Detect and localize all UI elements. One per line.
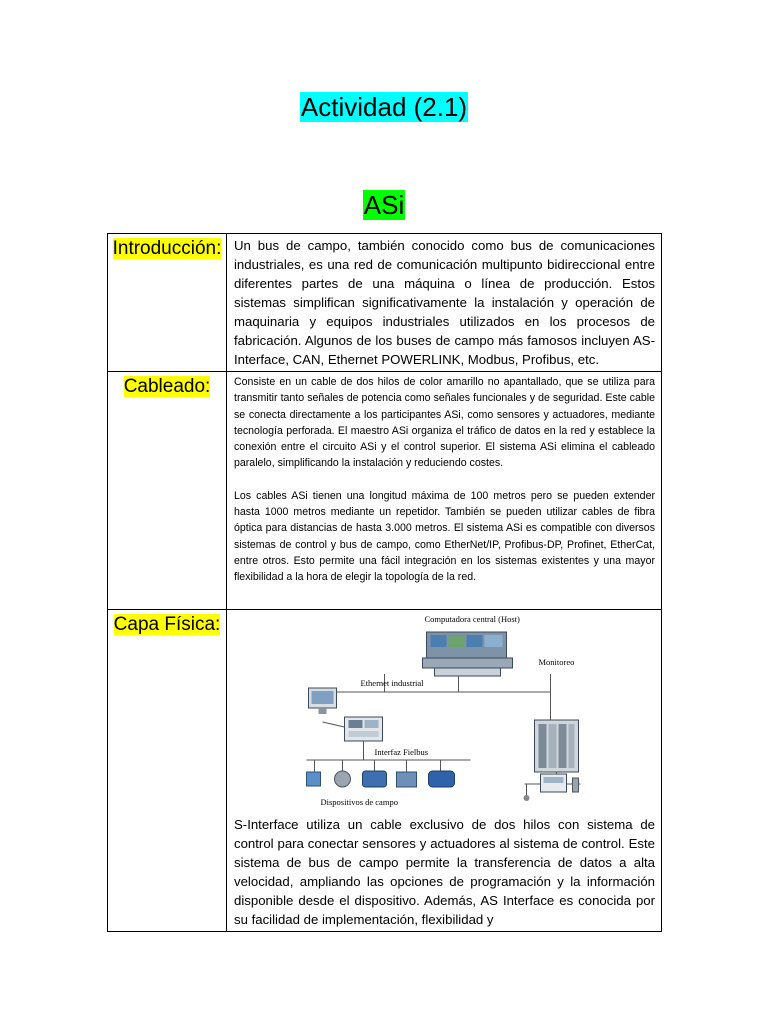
host-computer-icon — [423, 632, 513, 676]
row-label-cell — [108, 234, 227, 372]
monitor-label: Monitoreo — [538, 657, 575, 667]
row-content-cell — [227, 610, 662, 932]
intro-text: Un bus de campo, también conocido como bus de comunicaciones industriales, es una red de comunicación multipunto bidireccional entre diferentes partes de una máquina o línea de producción. Estos sistemas simplifican significativamente la instalación y operación de maquinaria y equipos industriales utilizados en los procesos de fabricación. Algunos de los buses de campo más famosos incluyen AS-Interface, CAN, Ethernet POWERLINK, Modbus, Profibus, etc. — [234, 238, 655, 367]
section-title: ASi — [363, 190, 405, 220]
page-title: Actividad (2.1) — [300, 92, 468, 122]
cableado-paragraph-1: Consiste en un cable de dos hilos de color amarillo no apantallado, que se utiliza para transmitir tanto señales de potencia como señales funcionales y de seguridad. Este cable se conecta directamente a los participantes ASi, como sensores y actuadores, mediante tecnología perforada. El maestro ASi organiza el tráfico de datos en la red y establece la conexión entre el circuito ASi y el control superior. El sistema ASi elimina el cableado paralelo, simplificando la instalación y reduciendo costes. — [234, 376, 655, 470]
cableado-paragraph-2: Los cables ASi tienen una longitud máxima de 100 metros pero se pueden extender hasta 1000 metros mediante un repetidor. También se pueden utilizar cables de fibra óptica para distancias de hasta 3.000 metros. El sistema ASi es compatible con diversos sistemas de control y bus de campo, como EtherNet/IP, Profibus-DP, Profinet, EtherCat, entre otros. Esto permite una fácil integración en los sistemas existentes y una mayor flexibilidad a la hora de elegir la topología de la red. — [234, 489, 655, 584]
ethernet-label: Ethernet industrial — [360, 678, 424, 688]
field-devices-icon — [307, 771, 455, 787]
capa-fisica-text: S-Interface utiliza un cable exclusivo de dos hilos con sistema de control para conectar sensores y actuadores al sistema de control. Este sistema de bus de campo permite la transferencia de datos a alta velocidad, ampliando las opciones de programación y la información disponible desde el dispositivo. Además, AS Interface es conocida por su facilidad de implementación, flexibilidad y — [234, 817, 655, 927]
plc-rack-icon — [535, 720, 579, 772]
workstation-icon — [309, 688, 337, 714]
fieldbus-label: Interfaz Fielbus — [374, 747, 429, 757]
cableado-label: Cableado: — [123, 376, 211, 397]
devices-label: Dispositivos de campo — [320, 797, 398, 807]
host-label: Computadora central (Host) — [424, 614, 520, 624]
row-content-cell — [227, 372, 662, 610]
content-table — [107, 233, 662, 932]
sensor-icon — [524, 774, 579, 801]
table-row — [108, 610, 662, 932]
row-label-cell — [108, 610, 227, 932]
table-row — [108, 372, 662, 610]
capa-fisica-label: Capa Física: — [113, 614, 221, 635]
table-row — [108, 234, 662, 372]
row-content-cell — [227, 234, 662, 372]
interface-module-icon — [345, 717, 383, 741]
row-label-cell — [108, 372, 227, 610]
network-diagram — [234, 612, 655, 812]
intro-label: Introducción: — [112, 238, 222, 259]
